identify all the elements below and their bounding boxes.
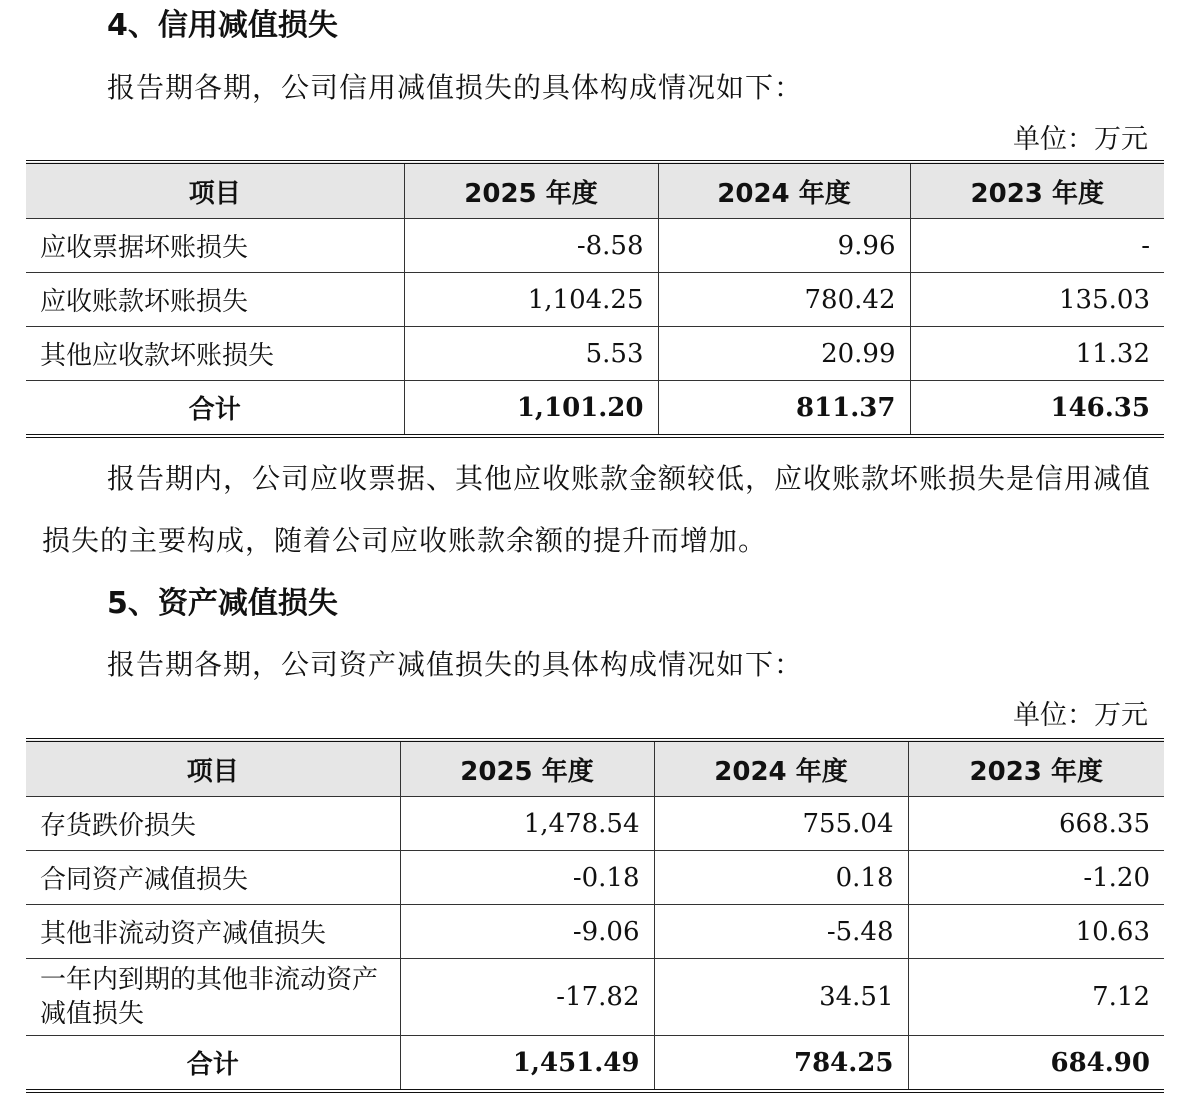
cell-2023: 11.32 [910, 327, 1164, 381]
cell-2023: 7.12 [908, 959, 1164, 1036]
total-2023: 684.90 [908, 1036, 1164, 1092]
cell-2024: 34.51 [654, 959, 908, 1036]
credit-impairment-table [26, 160, 1164, 438]
col-header-2023: 2023 年度 [908, 740, 1164, 797]
section4-intro: 报告期各期，公司信用减值损失的具体构成情况如下： [107, 71, 804, 104]
table-header-row [26, 740, 1164, 797]
total-2025: 1,101.20 [404, 381, 658, 437]
section4-unit: 单位：万元 [1013, 124, 1148, 155]
row-item: 合同资产减值损失 [26, 851, 400, 905]
cell-2024: 20.99 [658, 327, 910, 381]
table-row [26, 959, 1164, 1036]
cell-2025: 5.53 [404, 327, 658, 381]
cell-2023: 10.63 [908, 905, 1164, 959]
cell-2025: -8.58 [404, 219, 658, 273]
row-item: 应收票据坏账损失 [26, 219, 404, 273]
total-label: 合计 [26, 381, 404, 437]
table-row [26, 273, 1164, 327]
cell-2024: 755.04 [654, 797, 908, 851]
table-row [26, 219, 1164, 273]
cell-2025: 1,104.25 [404, 273, 658, 327]
section5-intro: 报告期各期，公司资产减值损失的具体构成情况如下： [107, 648, 804, 681]
row-item: 其他应收款坏账损失 [26, 327, 404, 381]
row-item: 一年内到期的其他非流动资产减值损失 [26, 959, 400, 1036]
cell-2024: 780.42 [658, 273, 910, 327]
cell-2025: 1,478.54 [400, 797, 654, 851]
total-2024: 784.25 [654, 1036, 908, 1092]
total-2023: 146.35 [910, 381, 1164, 437]
row-item: 其他非流动资产减值损失 [26, 905, 400, 959]
total-2025: 1,451.49 [400, 1036, 654, 1092]
section4-note: 报告期内，公司应收票据、其他应收账款金额较低，应收账款坏账损失是信用减值损失的主要构成，随着公司应收账款余额的提升而增加。 [42, 462, 1152, 557]
col-header-2025: 2025 年度 [400, 740, 654, 797]
col-header-item: 项目 [26, 162, 404, 219]
cell-2023: 668.35 [908, 797, 1164, 851]
section4-heading: 4、信用减值损失 [107, 8, 338, 43]
cell-2023: 135.03 [910, 273, 1164, 327]
cell-2024: 9.96 [658, 219, 910, 273]
cell-2025: -0.18 [400, 851, 654, 905]
cell-2025: -9.06 [400, 905, 654, 959]
row-item: 存货跌价损失 [26, 797, 400, 851]
table-row [26, 327, 1164, 381]
section5-heading: 5、资产减值损失 [107, 586, 338, 621]
table-header-row [26, 162, 1164, 219]
cell-2024: -5.48 [654, 905, 908, 959]
total-2024: 811.37 [658, 381, 910, 437]
col-header-2024: 2024 年度 [658, 162, 910, 219]
total-row [26, 1036, 1164, 1092]
section5-unit: 单位：万元 [1013, 700, 1148, 731]
asset-impairment-table [26, 738, 1164, 1093]
cell-2023: - [910, 219, 1164, 273]
col-header-2025: 2025 年度 [404, 162, 658, 219]
total-row [26, 381, 1164, 437]
col-header-2024: 2024 年度 [654, 740, 908, 797]
cell-2023: -1.20 [908, 851, 1164, 905]
cell-2024: 0.18 [654, 851, 908, 905]
table-row [26, 905, 1164, 959]
table-row [26, 797, 1164, 851]
cell-2025: -17.82 [400, 959, 654, 1036]
table-row [26, 851, 1164, 905]
row-item: 应收账款坏账损失 [26, 273, 404, 327]
col-header-2023: 2023 年度 [910, 162, 1164, 219]
total-label: 合计 [26, 1036, 400, 1092]
col-header-item: 项目 [26, 740, 400, 797]
